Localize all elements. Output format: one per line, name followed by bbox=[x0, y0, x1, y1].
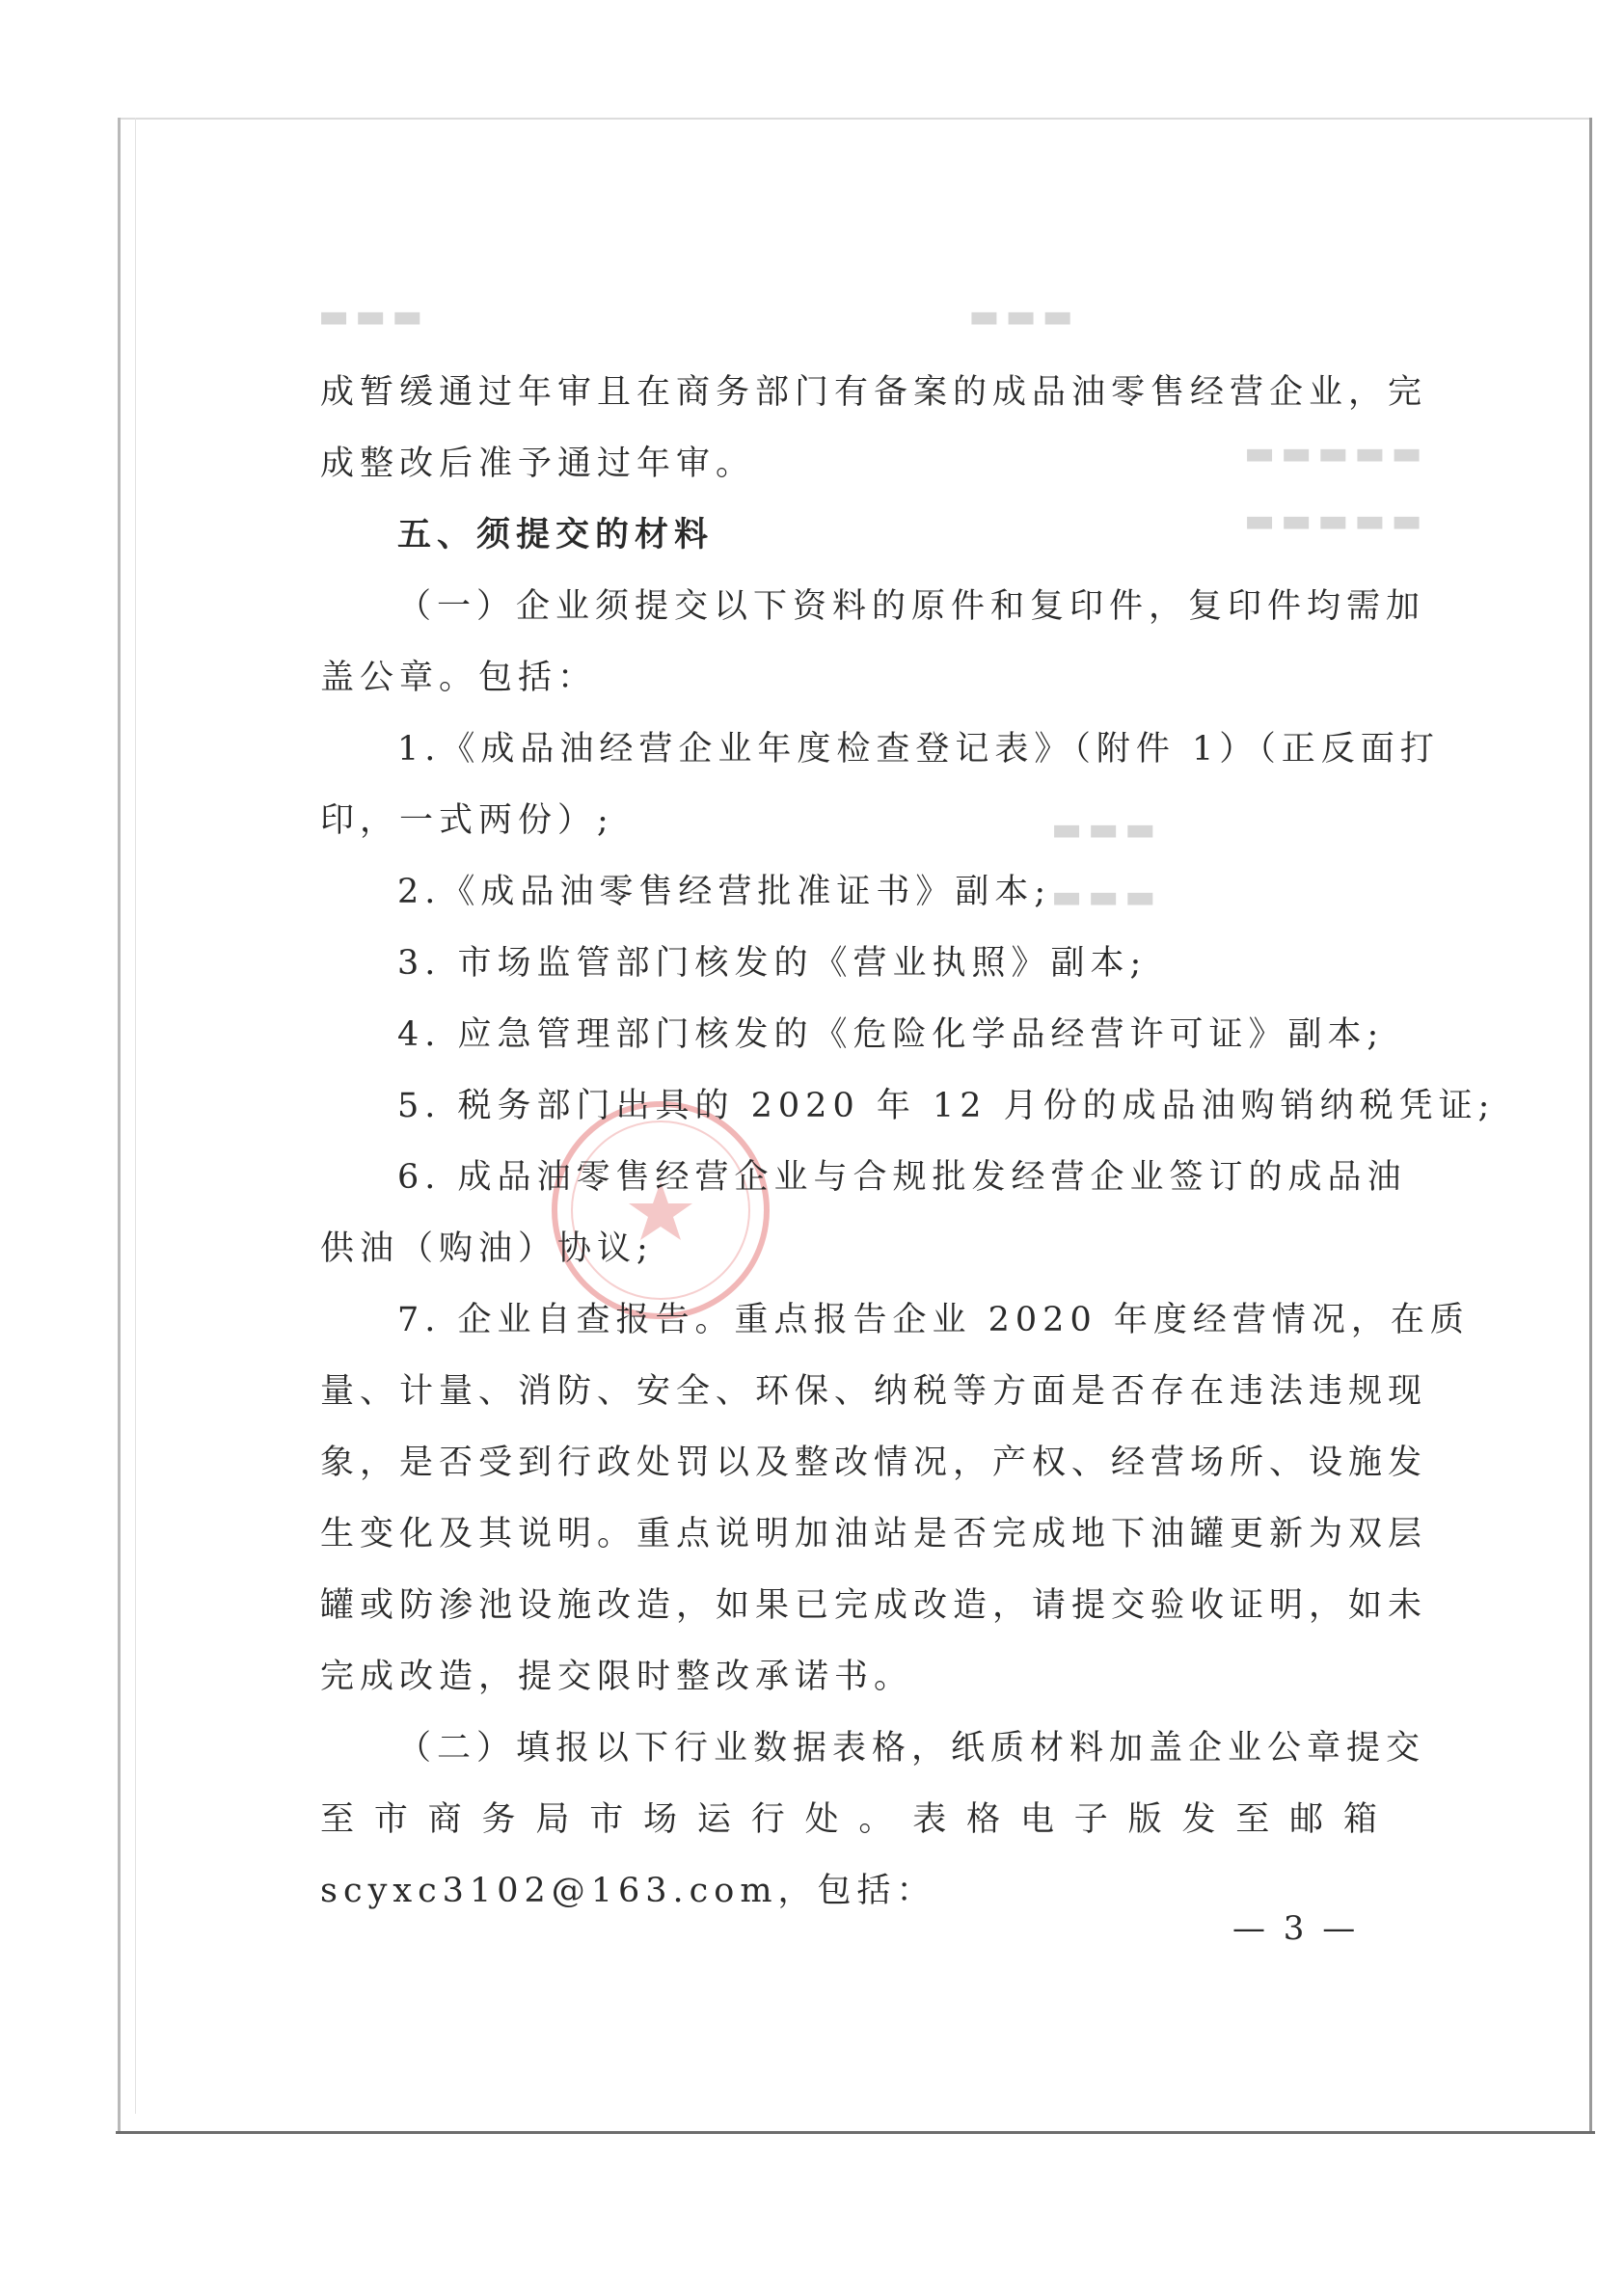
list-item: 2.《成品油零售经营批准证书》副本; bbox=[397, 873, 1052, 911]
page-number: — 3 — bbox=[1232, 1909, 1360, 1948]
list-item: 1.《成品油经营企业年度检查登记表》（附件 1）（正反面打 bbox=[397, 730, 1440, 769]
list-item-continuation: 量、计量、消防、安全、环保、纳税等方面是否存在违法违规现 bbox=[320, 1372, 1428, 1411]
document-body bbox=[320, 357, 1496, 1927]
list-item-continuation: 罐或防渗池设施改造，如果已完成改造，请提交验收证明，如未 bbox=[320, 1586, 1428, 1625]
page-bottom-edge bbox=[116, 2131, 1595, 2134]
list-item: 3. 市场监管部门核发的《营业执照》副本; bbox=[397, 944, 1148, 983]
page-top-edge bbox=[118, 118, 1592, 120]
page-binding-edge bbox=[118, 118, 121, 2133]
page-binding-shadow bbox=[135, 118, 136, 2114]
show-through-mark: ▬▬▬ bbox=[1051, 810, 1162, 849]
paragraph-line: 成整改后准予通过年审。 bbox=[320, 445, 756, 483]
page-right-edge bbox=[1589, 118, 1592, 2133]
section-heading: 五、须提交的材料 bbox=[397, 515, 715, 554]
email-line: scyxc3102@163.com，包括： bbox=[320, 1872, 936, 1910]
list-item-continuation: 完成改造，提交限时整改承诺书。 bbox=[320, 1658, 914, 1696]
paragraph-line: （二）填报以下行业数据表格，纸质材料加盖企业公章提交 bbox=[397, 1729, 1426, 1768]
paragraph-line: 至市商务局市场运行处。表格电子版发至邮箱 bbox=[320, 1800, 1381, 1839]
paragraph-line: （一）企业须提交以下资料的原件和复印件，复印件均需加 bbox=[397, 587, 1426, 626]
list-item: 6. 成品油零售经营企业与合规批发经营企业签订的成品油 bbox=[397, 1158, 1407, 1197]
list-item: 5. 税务部门出具的 2020 年 12 月份的成品油购销纳税凭证; bbox=[397, 1087, 1496, 1125]
list-item: 7. 企业自查报告。重点报告企业 2020 年度经营情况，在质 bbox=[397, 1301, 1470, 1339]
paragraph-line: 成暂缓通过年审且在商务部门有备案的成品油零售经营企业，完 bbox=[320, 373, 1428, 412]
list-item-continuation: 供油（购油）协议; bbox=[320, 1229, 654, 1268]
list-item: 4. 应急管理部门核发的《危险化学品经营许可证》副本; bbox=[397, 1015, 1385, 1054]
show-through-mark: ▬▬▬▬▬ bbox=[1244, 434, 1428, 472]
list-item-continuation: 生变化及其说明。重点说明加油站是否完成地下油罐更新为双层 bbox=[320, 1515, 1428, 1553]
show-through-mark: ▬▬▬▬▬ bbox=[1244, 501, 1428, 540]
list-item-continuation: 印，一式两份）; bbox=[320, 801, 614, 840]
show-through-mark: ▬▬▬ ▬▬▬ bbox=[318, 297, 1079, 336]
list-item-continuation: 象，是否受到行政处罚以及整改情况，产权、经营场所、设施发 bbox=[320, 1444, 1428, 1482]
show-through-mark: ▬▬▬ bbox=[1051, 878, 1162, 916]
paragraph-line: 盖公章。包括： bbox=[320, 659, 598, 697]
